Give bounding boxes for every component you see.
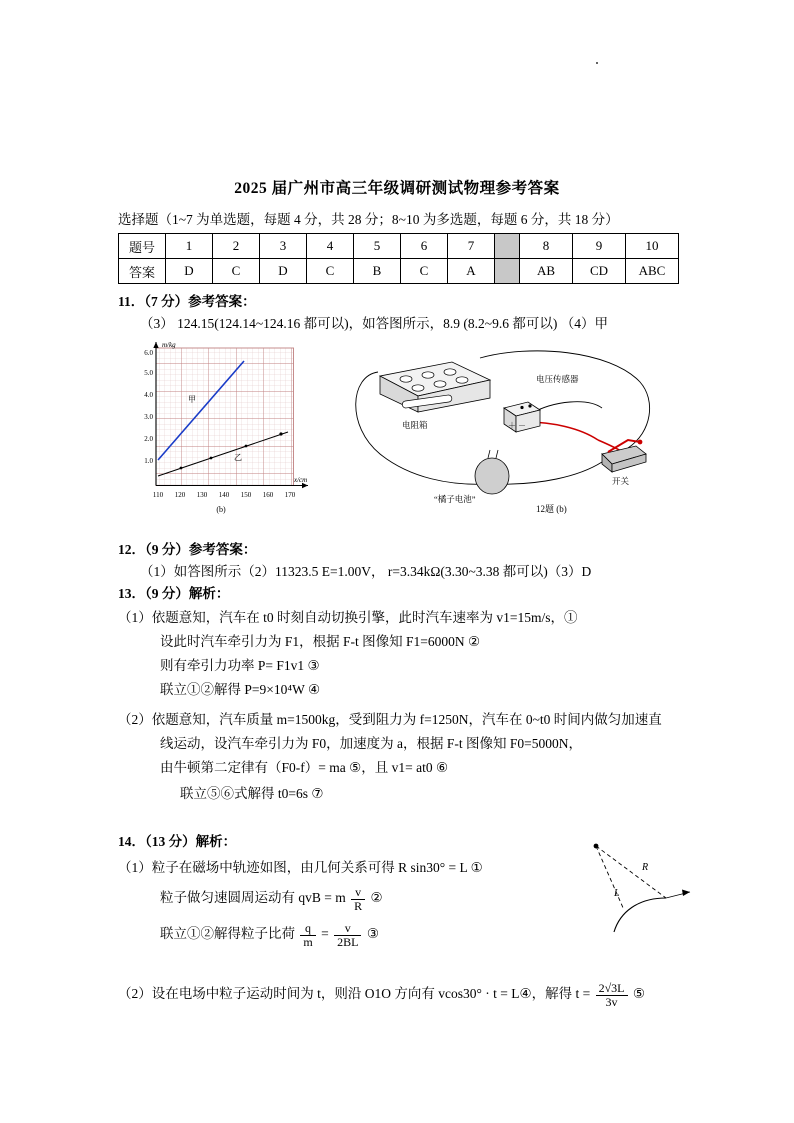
answer-10: ABC <box>626 259 679 284</box>
q14-p1-l2-pre: 粒子做匀速圆周运动有 qvB = m <box>160 890 346 906</box>
answer-9: CD <box>573 259 626 284</box>
experiment-svg <box>340 336 660 521</box>
equals-sign: = <box>321 926 329 942</box>
svg-text:(b): (b) <box>216 505 226 514</box>
answer-5: B <box>354 259 401 284</box>
graph-svg <box>126 336 316 516</box>
svg-text:L: L <box>614 888 620 899</box>
fraction-denominator-m: m <box>303 934 313 949</box>
svg-text:“橘子电池”: “橘子电池” <box>434 494 476 504</box>
q-num-4: 4 <box>307 234 354 259</box>
q-num-5: 5 <box>354 234 401 259</box>
q13-p1-l2: 设此时汽车牵引力为 F1，根据 F-t 图像知 F1=6000N ② <box>160 634 481 649</box>
svg-text:6.0: 6.0 <box>144 349 153 357</box>
answer-7: A <box>448 259 495 284</box>
q-num-1: 1 <box>166 234 213 259</box>
svg-text:甲: 甲 <box>188 395 196 404</box>
svg-text:110: 110 <box>152 491 164 499</box>
row-header-answer: 答案 <box>119 259 166 284</box>
q11-heading: 11．（7 分）参考答案： <box>118 294 256 309</box>
svg-text:12题 (b): 12题 (b) <box>536 504 567 514</box>
fraction-v-over-2BL <box>334 922 361 948</box>
svg-text:160: 160 <box>262 491 274 499</box>
svg-text:1.0: 1.0 <box>144 457 153 465</box>
page-title: 2025 届广州市高三年级调研测试物理参考答案 <box>234 180 560 197</box>
svg-text:130: 130 <box>196 491 208 499</box>
q-num-8: 8 <box>520 234 573 259</box>
svg-text:150: 150 <box>240 491 252 499</box>
row-header-question: 题号 <box>119 234 166 259</box>
q14-p2-post: ⑤ <box>632 986 645 1002</box>
fraction-denominator: R <box>354 898 363 913</box>
svg-text:电阻箱: 电阻箱 <box>402 420 428 430</box>
q-num-3: 3 <box>260 234 307 259</box>
answer-8: AB <box>520 259 573 284</box>
multiple-choice-intro: 选择题（1~7 为单选题，每题 4 分，共 28 分；8~10 为多选题，每题 6 分，共 18 分） <box>118 212 619 227</box>
q14-p1-l2-post: ② <box>370 890 383 906</box>
fraction-denominator-3v: 3v <box>605 994 618 1009</box>
q-num-9: 9 <box>573 234 626 259</box>
fraction-denominator-2BL: 2BL <box>337 934 359 949</box>
fraction-q-over-m <box>300 922 315 948</box>
table-separator-cell <box>495 234 520 259</box>
q13-p2-l4: 联立⑤⑥式解得 t0=6s ⑦ <box>180 786 324 801</box>
svg-text:140: 140 <box>218 491 230 499</box>
answer-1: D <box>166 259 213 284</box>
svg-text:R: R <box>642 862 649 873</box>
svg-text:电压传感器: 电压传感器 <box>536 374 579 384</box>
q-num-2: 2 <box>213 234 260 259</box>
svg-text:170: 170 <box>284 491 296 499</box>
svg-text:＋ －: ＋ － <box>508 421 526 430</box>
table-row-answers <box>119 259 679 284</box>
fraction-v2-over-R <box>351 886 365 912</box>
q13-p1-l4: 联立①②解得 P=9×10⁴W ④ <box>160 682 321 697</box>
figure-experiment-b <box>340 336 660 521</box>
q13-p1-l3: 则有牵引力功率 P= F1v1 ③ <box>160 658 320 673</box>
table-separator-cell-2 <box>495 259 520 284</box>
q14-p1-l3-post: ③ <box>366 926 379 942</box>
answer-4: C <box>307 259 354 284</box>
q14-p1-l2 <box>160 886 383 912</box>
fraction-numerator: v <box>351 886 365 900</box>
svg-text:5.0: 5.0 <box>144 369 153 377</box>
q12-line1: （1）如答图所示（2）11323.5 E=1.00V， r=3.34kΩ(3.30~3.38 都可以)（3）D <box>140 564 592 579</box>
svg-text:120: 120 <box>174 491 186 499</box>
q14-p1-l3-pre: 联立①②解得粒子比荷 <box>160 926 295 942</box>
fraction-numerator-2sqrt3L: 2√3L <box>596 982 628 996</box>
q13-heading: 13．（9 分）解析： <box>118 586 230 601</box>
figure-14-svg <box>580 840 700 940</box>
page-artifact-dot <box>596 62 598 64</box>
q14-p2-pre: （2）设在电场中粒子运动时间为 t，则沿 O1O 方向有 vcos30° · t = L④，解得 t = <box>118 986 591 1002</box>
table-row-question-numbers <box>119 234 679 259</box>
answer-table <box>118 233 679 284</box>
fraction-numerator-q: q <box>300 922 315 936</box>
fraction-2sqrt3L-over-3v <box>596 982 628 1008</box>
answer-2: C <box>213 259 260 284</box>
q14-p1-l3 <box>160 922 379 948</box>
q11-line1: （3） 124.15(124.14~124.16 都可以)，如答图所示，8.9 (8.2~9.6 都可以) （4）甲 <box>140 316 608 331</box>
svg-text:开关: 开关 <box>612 476 630 486</box>
svg-text:4.0: 4.0 <box>144 391 153 399</box>
svg-text:2.0: 2.0 <box>144 435 153 443</box>
q13-p2-l3: 由牛顿第二定律有（F0-f）= ma ⑤，且 v1= at0 ⑥ <box>160 760 449 775</box>
q-num-10: 10 <box>626 234 679 259</box>
q-num-7: 7 <box>448 234 495 259</box>
q13-p1-l1: （1）依题意知，汽车在 t0 时刻自动切换引擎，此时汽车速率为 v1=15m/s，① <box>118 610 578 625</box>
figure-graph-a <box>126 336 316 516</box>
svg-text:m/kg: m/kg <box>162 341 176 349</box>
q-num-6: 6 <box>401 234 448 259</box>
q14-heading: 14．（13 分）解析： <box>118 834 237 849</box>
q14-p1-l1: （1）粒子在磁场中轨迹如图，由几何关系可得 R sin30° = L ① <box>118 860 483 875</box>
q12-heading: 12．（9 分）参考答案： <box>118 542 257 557</box>
q13-p2-l1: （2）依题意知，汽车质量 m=1500kg，受到阻力为 f=1250N，汽车在 0~t0 时间内做匀加速直 <box>118 712 662 727</box>
answer-6: C <box>401 259 448 284</box>
svg-text:乙: 乙 <box>234 453 242 462</box>
q13-p2-l2: 线运动，设汽车牵引力为 F0，加速度为 a，根据 F-t 图像知 F0=5000N， <box>160 736 582 751</box>
svg-text:3.0: 3.0 <box>144 413 153 421</box>
fraction-numerator-v: v <box>334 922 361 936</box>
q14-p2 <box>118 982 645 1008</box>
answer-3: D <box>260 259 307 284</box>
figure-problem-14 <box>580 840 700 940</box>
svg-text:x/cm: x/cm <box>294 476 308 484</box>
